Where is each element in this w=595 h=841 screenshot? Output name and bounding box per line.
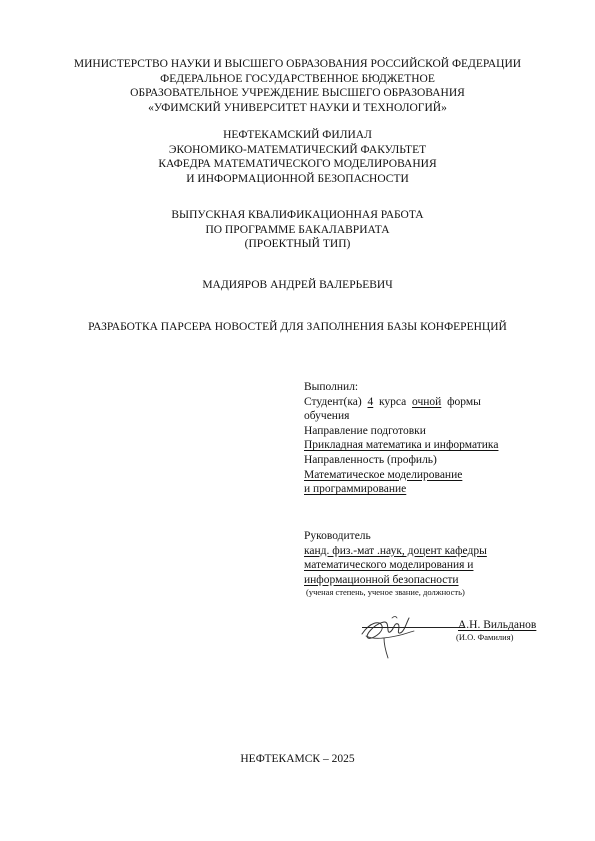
ministry-line: ОБРАЗОВАТЕЛЬНОЕ УЧРЕЖДЕНИЕ ВЫСШЕГО ОБРАЗОВАНИЯ <box>130 87 465 100</box>
work-type-line: ВЫПУСКНАЯ КВАЛИФИКАЦИОННАЯ РАБОТА <box>171 209 424 221</box>
direction-value: Прикладная математика и информатика <box>304 439 499 452</box>
study-form: очной <box>412 395 442 408</box>
profile-label: Направленность (профиль) <box>304 453 437 466</box>
supervisor-block <box>304 529 564 598</box>
supervisor-label: Руководитель <box>304 530 371 542</box>
performed-label: Выполнил: <box>304 381 359 393</box>
supervisor-degree: информационной безопасности <box>304 573 459 586</box>
name-note: (И.О. Фамилия) <box>456 632 514 642</box>
branch-line: НЕФТЕКАМСКИЙ ФИЛИАЛ <box>223 129 372 141</box>
work-type-line: (ПРОЕКТНЫЙ ТИП) <box>244 238 351 251</box>
faculty-line: ЭКОНОМИКО-МАТЕМАТИЧЕСКИЙ ФАКУЛЬТЕТ <box>168 143 427 156</box>
profile-value: Математическое моделирование <box>304 468 463 481</box>
city-year: НЕФТЕКАМСК – 2025 <box>240 753 355 765</box>
profile-value: и программирование <box>304 483 407 496</box>
thesis-title: РАЗРАБОТКА ПАРСЕРА НОВОСТЕЙ ДЛЯ ЗАПОЛНЕНИЯ БАЗЫ КОНФЕРЕНЦИЙ <box>88 321 507 333</box>
student-course-line <box>304 395 564 410</box>
work-type-line: ПО ПРОГРАММЕ БАКАЛАВРИАТА <box>205 223 390 236</box>
branch-header <box>0 128 595 186</box>
form-word: формы <box>447 395 481 408</box>
direction-label: Направление подготовки <box>304 424 426 437</box>
form-word-2: обучения <box>304 410 350 423</box>
supervisor-name: А.Н. Вильданов <box>458 619 537 631</box>
course-number: 4 <box>367 395 374 408</box>
student-prefix: Студент(ка) <box>304 395 362 408</box>
degree-note: (ученая степень, ученое звание, должность) <box>306 587 465 598</box>
student-block <box>304 380 564 497</box>
ministry-header <box>0 57 595 115</box>
department-line: КАФЕДРА МАТЕМАТИЧЕСКОГО МОДЕЛИРОВАНИЯ <box>158 158 437 171</box>
department-line: И ИНФОРМАЦИОННОЙ БЕЗОПАСНОСТИ <box>186 172 409 185</box>
supervisor-degree: математического моделирования и <box>304 559 474 572</box>
signature-row <box>350 612 550 662</box>
ministry-line: МИНИСТЕРСТВО НАУКИ И ВЫСШЕГО ОБРАЗОВАНИЯ РОССИЙСКОЙ ФЕДЕРАЦИИ <box>73 58 522 70</box>
supervisor-degree: канд. физ.-мат .наук, доцент кафедры <box>304 544 487 557</box>
course-word: курса <box>378 395 407 408</box>
work-type <box>0 208 595 252</box>
signature-line <box>362 627 464 628</box>
author-name: МАДИЯРОВ АНДРЕЙ ВАЛЕРЬЕВИЧ <box>202 279 393 291</box>
university-name: «УФИМСКИЙ УНИВЕРСИТЕТ НАУКИ И ТЕХНОЛОГИЙ» <box>148 101 447 114</box>
ministry-line: ФЕДЕРАЛЬНОЕ ГОСУДАРСТВЕННОЕ БЮДЖЕТНОЕ <box>160 72 435 85</box>
handwritten-signature <box>356 612 416 660</box>
